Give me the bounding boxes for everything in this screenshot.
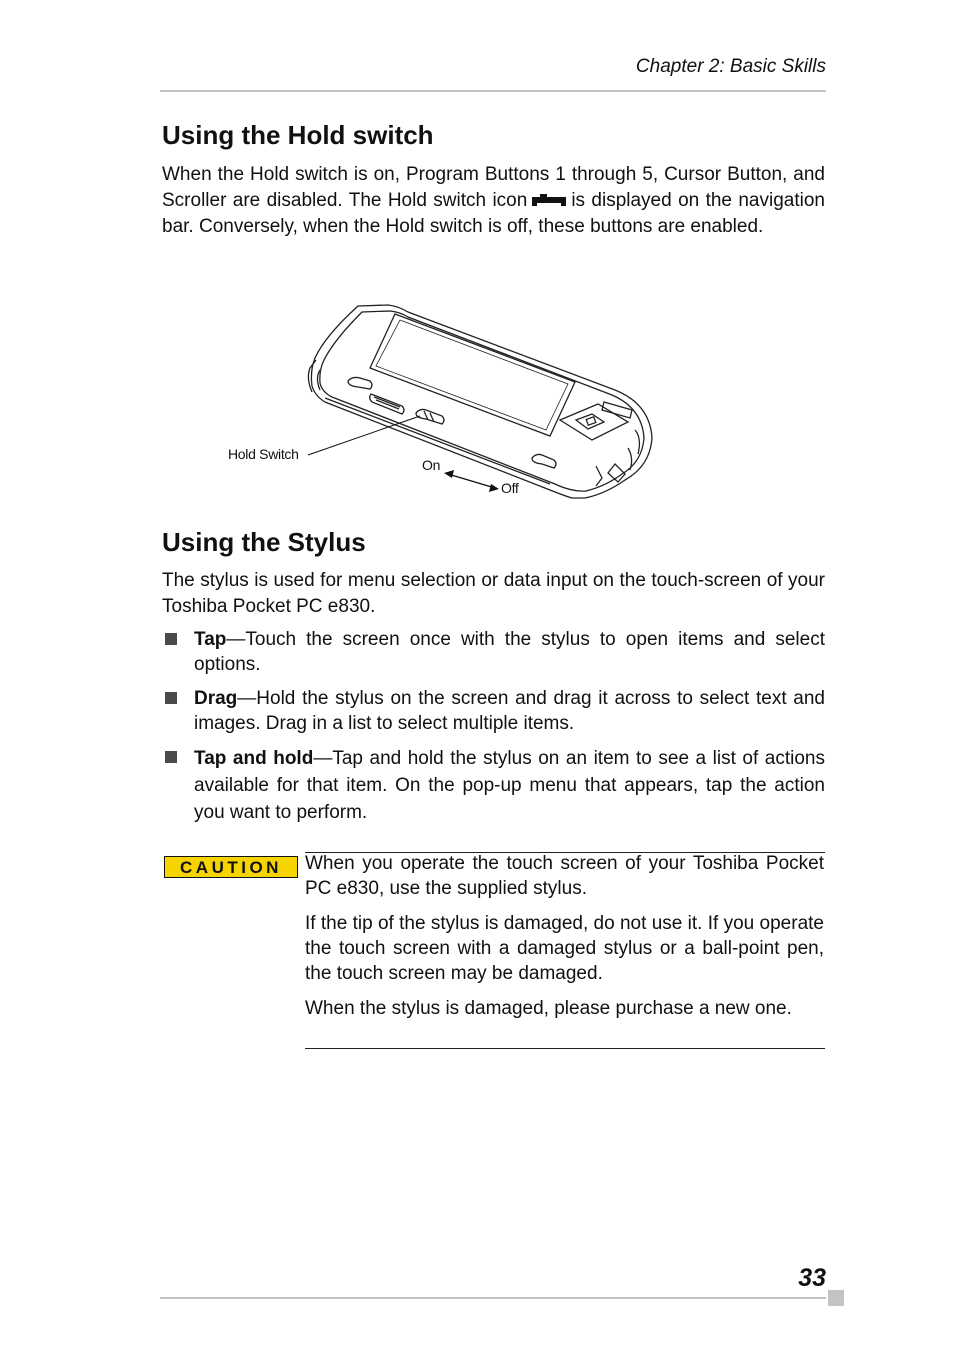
bullet-term: Drag — [194, 688, 238, 709]
section-title-stylus: Using the Stylus — [162, 527, 366, 557]
hold-switch-paragraph-part2: is displayed on the navigation bar. Conversely, when the Hold switch is off, these buttons are enabled. — [162, 190, 825, 237]
stylus-paragraph: The stylus is used for menu selection or data input on the touch-screen of your Toshiba Pocket PC e830. — [162, 570, 825, 617]
caution-paragraph: When the stylus is damaged, please purchase a new one. — [305, 998, 792, 1019]
bullet-term: Tap and hold — [194, 748, 314, 769]
running-header: Chapter 2: Basic Skills — [635, 56, 826, 77]
stylus-bullet-list — [162, 627, 825, 835]
device-figure — [220, 298, 660, 508]
footer-rule — [160, 1297, 826, 1299]
caution-paragraph: When you operate the touch screen of your Toshiba Pocket PC e830, use the supplied stylus. — [305, 853, 824, 899]
off-label: Off — [501, 480, 519, 496]
caution-text — [305, 851, 824, 1031]
caution-paragraph: If the tip of the stylus is damaged, do not use it. If you operate the touch screen with a damaged stylus or a ball-point pen, the touch screen may be damaged. — [305, 913, 824, 984]
header-rule — [160, 90, 826, 92]
list-item — [162, 627, 825, 677]
section-title-hold-switch: Using the Hold switch — [162, 120, 434, 150]
bullet-square-icon — [165, 751, 177, 763]
caution-bottom-rule — [305, 1048, 825, 1049]
bullet-square-icon — [165, 692, 177, 704]
bullet-text: —Hold the stylus on the screen and drag it across to select text and images. Drag in a list to select multiple items. — [194, 688, 825, 734]
footer-marker — [828, 1290, 844, 1306]
list-item — [162, 686, 825, 736]
bullet-text: —Tap and hold the stylus on an item to see a list of actions available for that item. On the pop-up menu that appears, tap the action you want to perform. — [194, 748, 825, 823]
caution-badge: CAUTION — [164, 856, 298, 878]
hold-switch-paragraph-part1: When the Hold switch is on, Program Buttons 1 through 5, Cursor Button, and Scroller are disabled. The Hold switch icon — [162, 164, 825, 211]
hold-switch-label: Hold Switch — [228, 446, 299, 462]
pocket-pc-illustration — [220, 298, 660, 508]
hold-switch-paragraph — [162, 162, 825, 240]
bullet-term: Tap — [194, 629, 227, 650]
bullet-square-icon — [165, 633, 177, 645]
on-label: On — [422, 457, 441, 473]
list-item — [162, 745, 825, 826]
hold-switch-icon — [531, 189, 567, 203]
page-number: 33 — [798, 1264, 826, 1292]
bullet-text: —Touch the screen once with the stylus to open items and select options. — [194, 629, 825, 675]
